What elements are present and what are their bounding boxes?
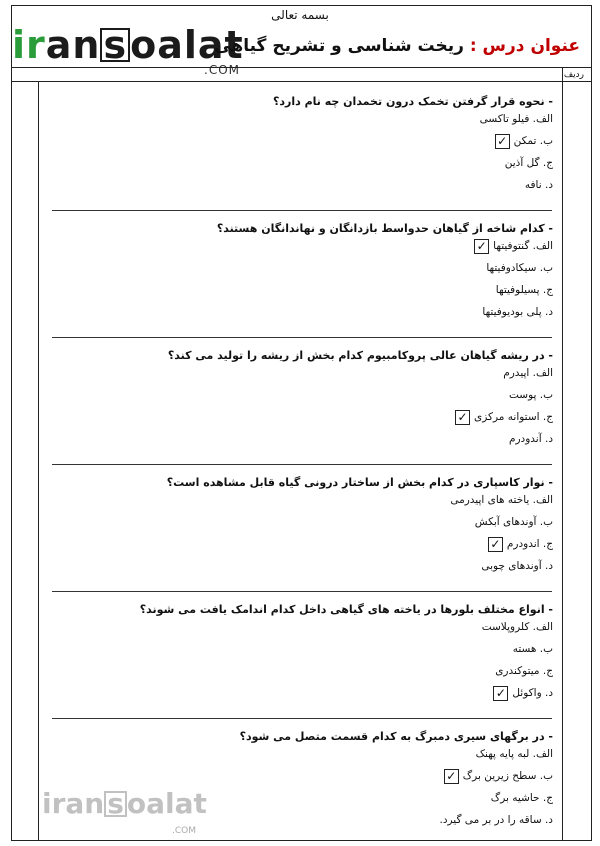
answer-option	[73, 384, 553, 406]
question-block	[73, 222, 553, 323]
answer-option-label: د. پلی بودیوفیتها	[482, 306, 553, 318]
answer-option-label: ب. هسته	[512, 643, 553, 655]
answer-option-label: ج. استوانه مرکزی	[474, 411, 553, 423]
logo-domain: .COM	[204, 63, 240, 77]
answer-option	[73, 765, 553, 787]
header-divider-2	[11, 81, 592, 82]
question-block	[73, 476, 553, 577]
answer-option-label: الف. گنتوفیتها	[493, 240, 553, 252]
answer-option	[73, 511, 553, 533]
question-text: - نوار کاسپاری در کدام بخش از ساختار درونی گیاه قابل مشاهده است؟	[166, 476, 553, 489]
answer-option	[73, 428, 553, 450]
answer-option	[73, 533, 553, 555]
answer-option	[73, 489, 553, 511]
checkmark-icon: ✓	[444, 769, 459, 784]
answer-option	[73, 235, 553, 257]
iransoalat-watermark: iran s oalat	[42, 787, 207, 820]
question-block	[73, 349, 553, 450]
answer-option	[73, 406, 553, 428]
question-divider	[52, 464, 552, 465]
answer-option-label: ج. اندودرم	[506, 538, 553, 550]
answer-option	[73, 362, 553, 384]
course-title	[214, 36, 580, 56]
answer-option	[73, 130, 553, 152]
iransoalat-logo: iransoalat	[12, 23, 244, 67]
checkmark-icon: ✓	[488, 537, 503, 552]
answer-option-label: الف. اپیدرم	[503, 367, 553, 379]
answer-option-label: ب. آوندهای آبکش	[474, 516, 553, 528]
question-text: - انواع مختلف بلورها در یاخته های گیاهی داخل کدام اندامک یافت می شوند؟	[139, 603, 553, 616]
question-block	[73, 95, 553, 196]
watermark-domain: .COM	[172, 826, 196, 836]
answer-option-label: ج. گل آذین	[504, 157, 553, 169]
answer-option	[73, 682, 553, 704]
answer-option-label: ب. سیکادوفیتها	[486, 262, 553, 274]
answer-option-label: الف. کلروپلاست	[481, 621, 553, 633]
question-divider	[52, 210, 552, 211]
answer-option-label: ج. میتوکندری	[495, 665, 553, 677]
answer-option	[73, 257, 553, 279]
answer-option-label: ج. حاشیه برگ	[490, 792, 553, 804]
answer-option-label: د. نافه	[524, 179, 553, 191]
answer-option-label: الف. فیلو تاکسی	[479, 113, 553, 125]
radif-label: ردیف	[563, 70, 584, 80]
answer-option	[73, 616, 553, 638]
answer-option-label: ب. پوست	[508, 389, 553, 401]
answer-option-label: د. آندودرم	[508, 433, 553, 445]
question-divider	[52, 337, 552, 338]
answer-option-label: ب. سطح زیرین برگ	[462, 770, 553, 782]
answer-option-label: الف. یاخته های اپیدرمی	[450, 494, 553, 506]
course-title-value: ریخت شناسی و تشریح گیاهی	[214, 36, 464, 56]
answer-option-label: د. واکوئل	[512, 687, 553, 699]
answer-option	[73, 108, 553, 130]
answer-option-label: د. ساقه را در بر می گیرد.	[439, 814, 553, 826]
answer-option-label: الف. لبه پایه پهنک	[475, 748, 553, 760]
answer-option	[73, 152, 553, 174]
right-margin-line	[562, 67, 563, 841]
question-divider	[52, 718, 552, 719]
question-text: - کدام شاخه از گیاهان حدواسط بازدانگان و نهاندانگان هستند؟	[216, 222, 553, 235]
header-divider	[11, 67, 592, 68]
question-divider	[52, 591, 552, 592]
question-text: - در ریشه گیاهان عالی پروکامبیوم کدام بخش از ریشه را تولید می کند؟	[167, 349, 553, 362]
question-text: - در برگهای سیری دمبرگ به کدام قسمت متصل می شود؟	[239, 730, 553, 743]
left-margin-line	[38, 81, 39, 841]
bismillah: بسمه تعالی	[271, 8, 329, 22]
checkmark-icon: ✓	[493, 686, 508, 701]
checkmark-icon: ✓	[474, 239, 489, 254]
answer-option	[73, 743, 553, 765]
answer-option	[73, 301, 553, 323]
answer-option	[73, 660, 553, 682]
answer-option	[73, 174, 553, 196]
answer-option	[73, 279, 553, 301]
question-text: - نحوه قرار گرفتن تخمک درون تخمدان چه نام دارد؟	[272, 95, 553, 108]
answer-option	[73, 638, 553, 660]
question-block	[73, 603, 553, 704]
checkmark-icon: ✓	[495, 134, 510, 149]
answer-option-label: د. آوندهای چوبی	[481, 560, 553, 572]
answer-option-label: ج. پسیلوفیتها	[495, 284, 553, 296]
checkmark-icon: ✓	[455, 410, 470, 425]
answer-option-label: ب. تمکن	[513, 135, 553, 147]
course-title-label: عنوان درس :	[469, 36, 580, 56]
answer-option	[73, 555, 553, 577]
